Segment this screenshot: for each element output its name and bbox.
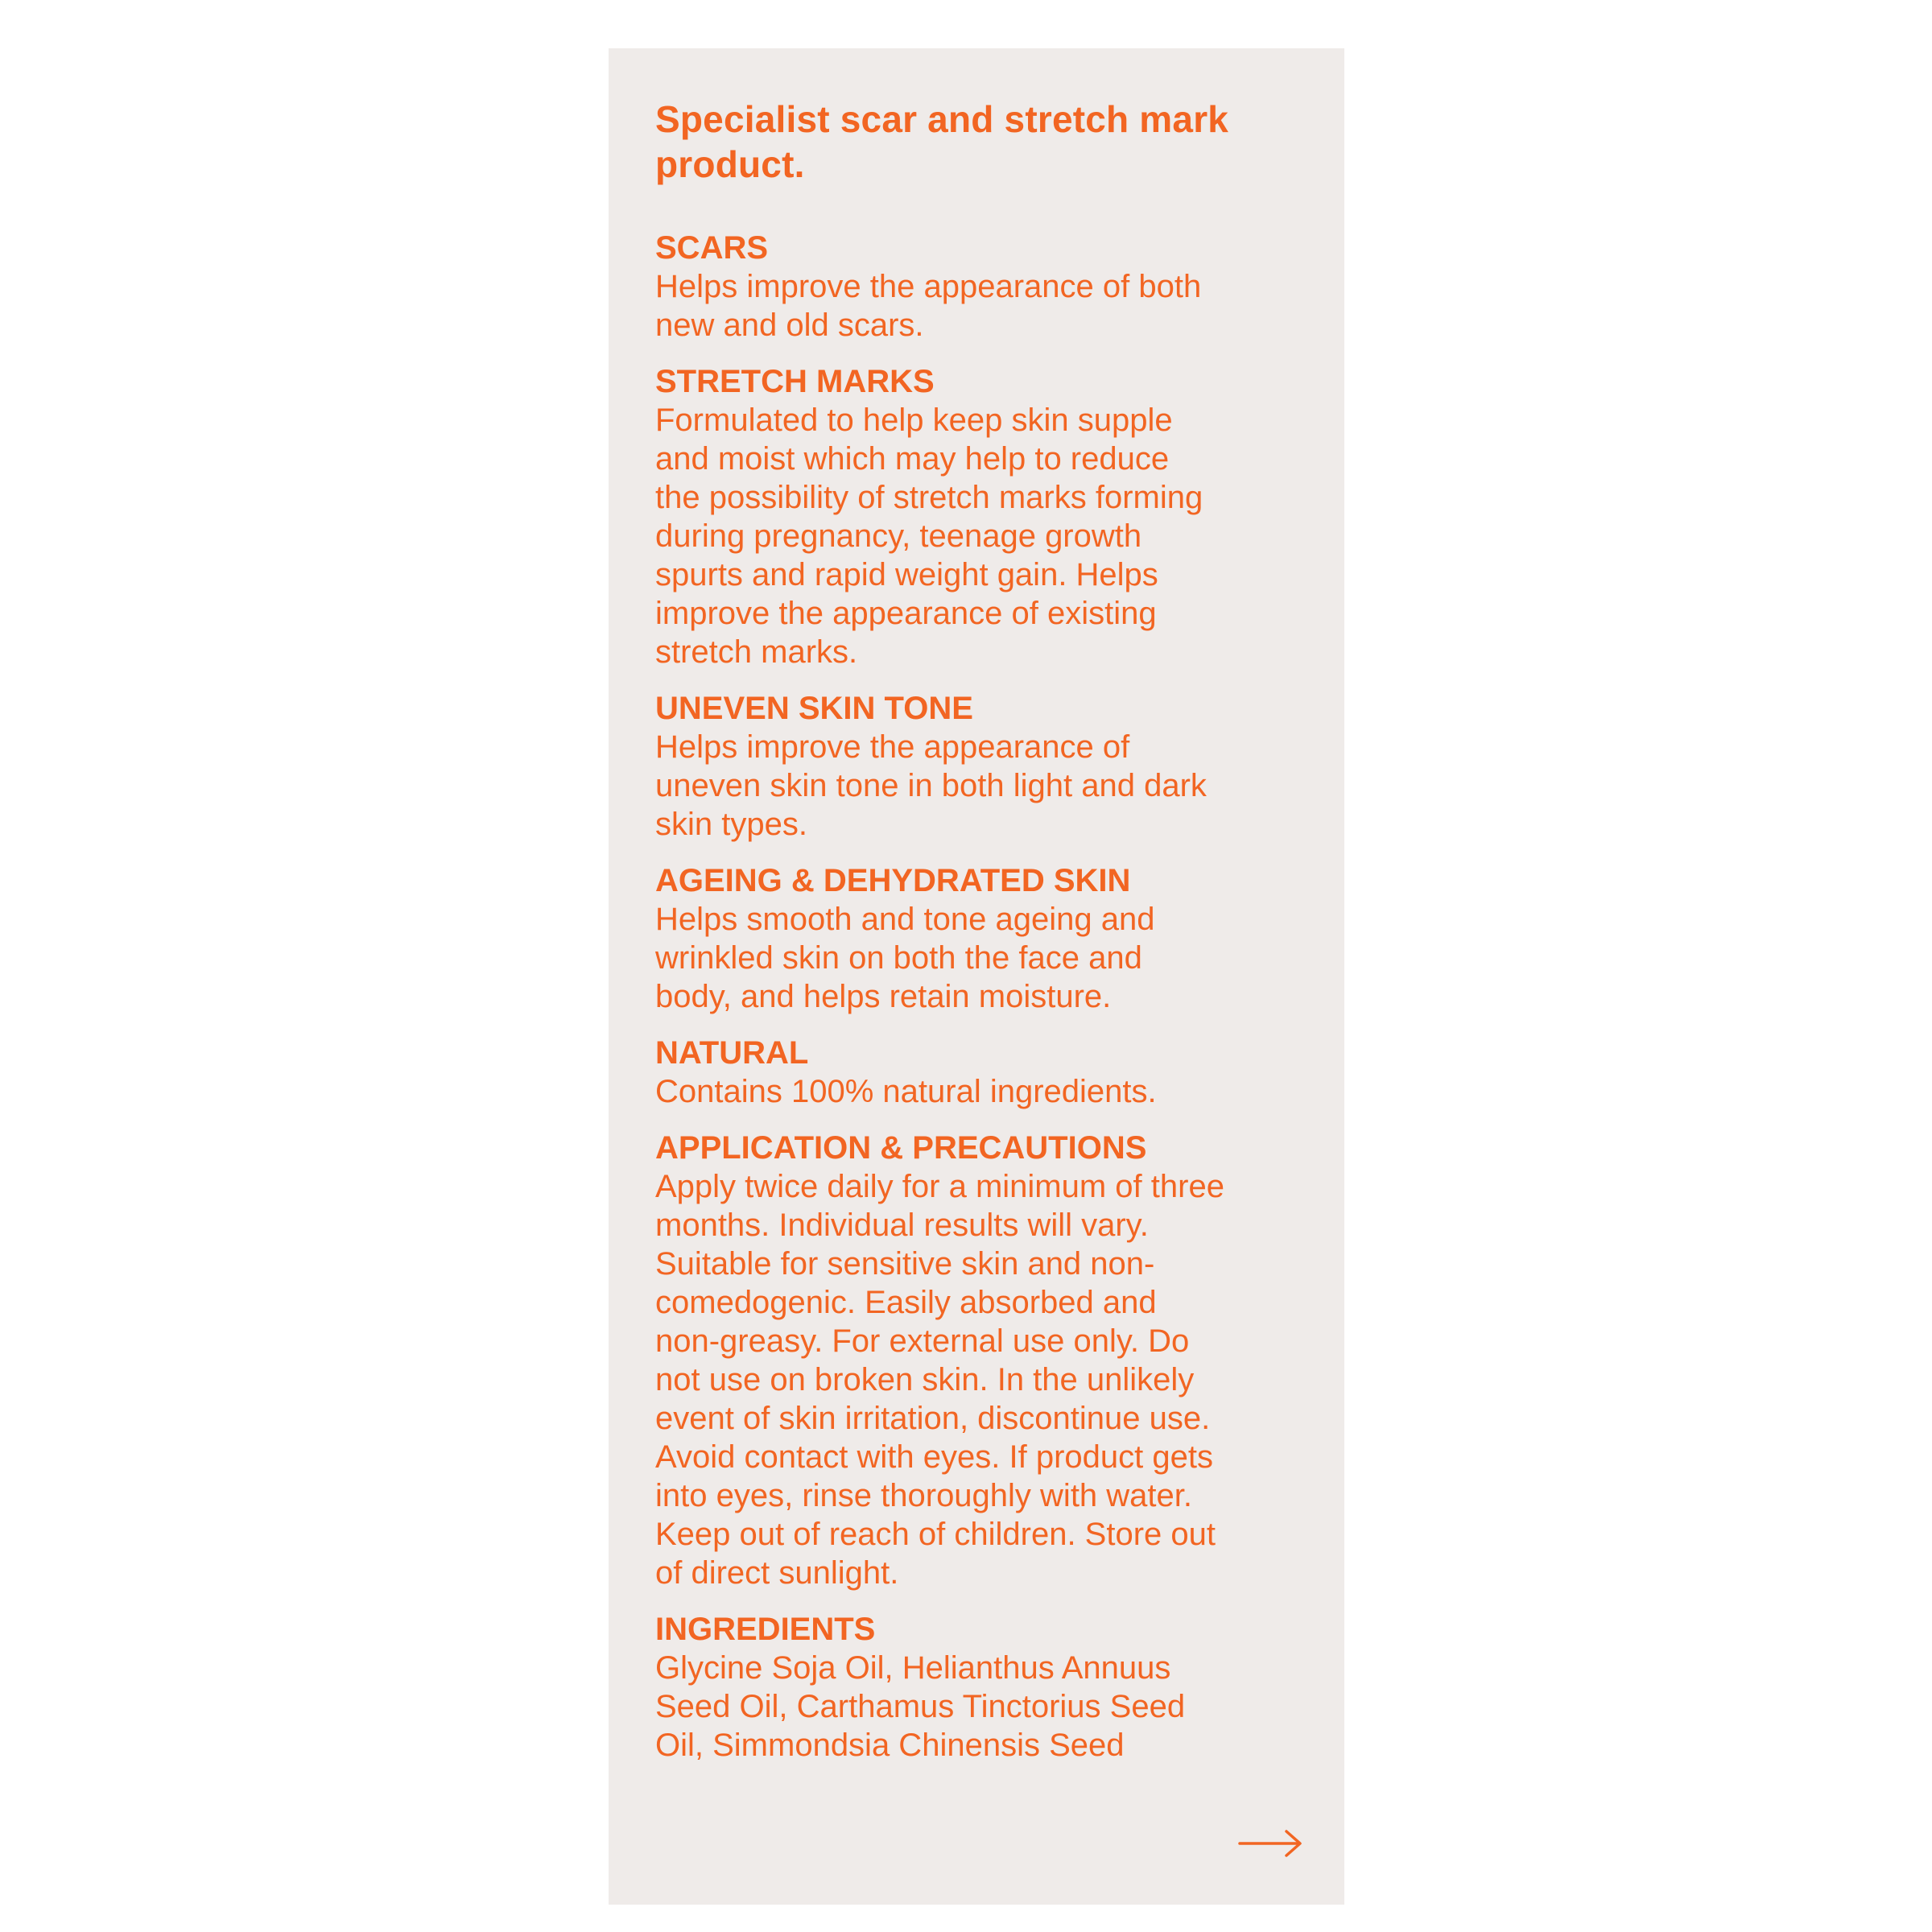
- section-body: Glycine Soja Oil, Helianthus Annuus Seed Oil, Carthamus Tinctorius Seed Oil, Simmondsia Chinensis Seed: [655, 1650, 1186, 1763]
- section-title: INGREDIENTS: [655, 1612, 876, 1647]
- section-stretch-marks: [655, 362, 1315, 671]
- section-natural: [655, 1034, 1315, 1111]
- arrow-right-icon: [1238, 1827, 1302, 1860]
- section-body: Formulated to help keep skin supple and moist which may help to reduce the possibility of stretch marks forming during pregnancy, teenage growth spurts and rapid weight gain. Helps improve the appearance of existing stretch marks.: [655, 402, 1203, 670]
- section-ageing-dehydrated-skin: [655, 861, 1315, 1016]
- section-body: Contains 100% natural ingredients.: [655, 1074, 1157, 1109]
- section-title: STRETCH MARKS: [655, 364, 935, 399]
- section-application-precautions: [655, 1129, 1315, 1592]
- section-title: AGEING & DEHYDRATED SKIN: [655, 863, 1131, 898]
- section-title: UNEVEN SKIN TONE: [655, 691, 973, 726]
- section-title: NATURAL: [655, 1035, 809, 1071]
- section-uneven-skin-tone: [655, 689, 1315, 844]
- panel-content: [655, 97, 1315, 1782]
- section-body: Helps improve the appearance of uneven skin tone in both light and dark skin types.: [655, 729, 1207, 842]
- section-body: Helps smooth and tone ageing and wrinkled skin on both the face and body, and helps retain moisture.: [655, 902, 1155, 1014]
- section-title: SCARS: [655, 230, 769, 266]
- headline: Specialist scar and stretch mark product.: [655, 98, 1229, 185]
- section-body: Helps improve the appearance of both new and old scars.: [655, 269, 1202, 343]
- section-body: Apply twice daily for a minimum of three months. Individual results will vary. Suitable for sensitive skin and non- comedogenic. Easily absorbed and non-greasy. For external use only. Do not use on broken skin. In the unlikely event of skin irritation, discontinue use. Avoid contact with eyes. If product gets into eyes, rinse thoroughly with water. Keep out of reach of children. Store out of direct sunlight.: [655, 1169, 1224, 1591]
- section-title: APPLICATION & PRECAUTIONS: [655, 1130, 1147, 1166]
- section-scars: [655, 229, 1315, 345]
- section-ingredients: [655, 1610, 1315, 1765]
- package-panel: [609, 48, 1344, 1905]
